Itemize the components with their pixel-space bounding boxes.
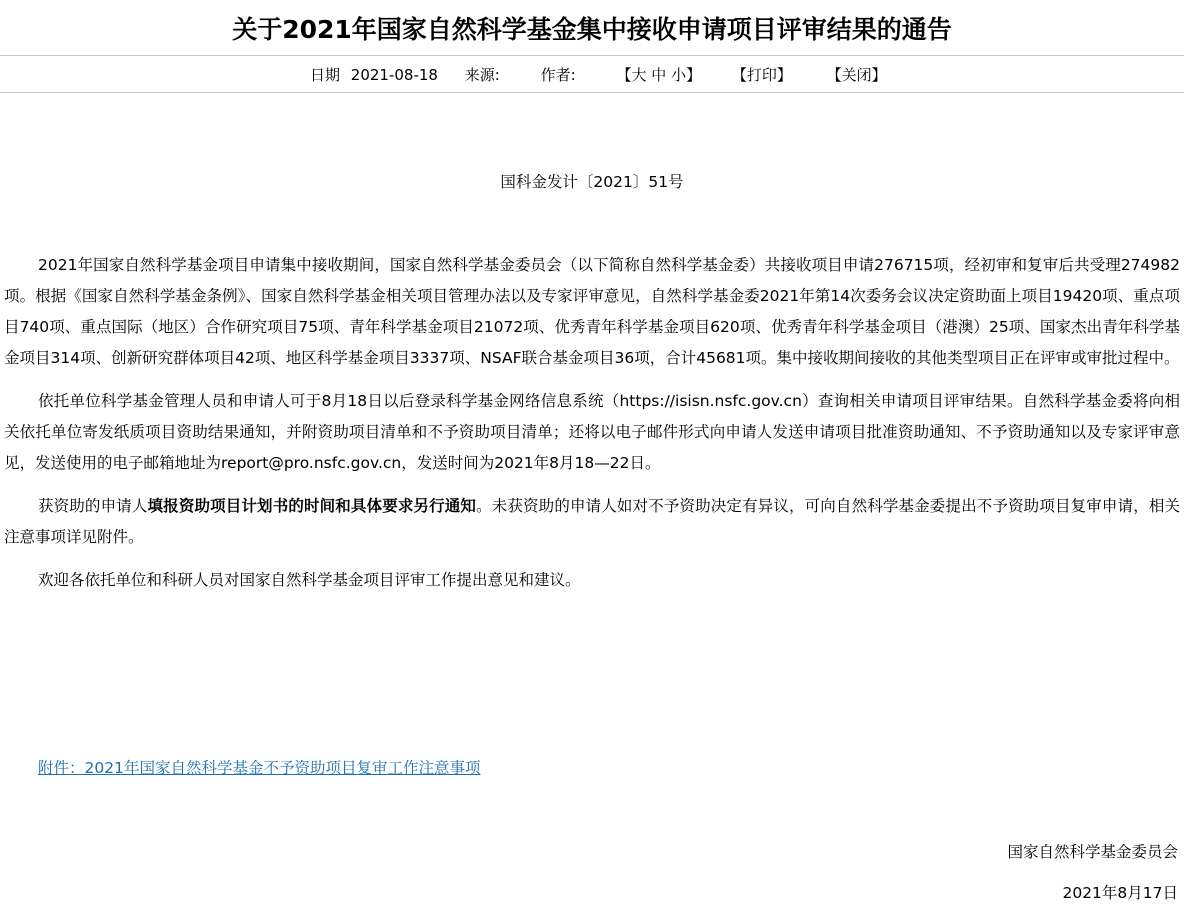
font-size-bracket-open: 【 <box>616 66 632 84</box>
date-label: 日期 <box>310 66 341 84</box>
signer: 国家自然科学基金委员会 <box>1007 843 1178 861</box>
article-meta-bar <box>0 55 1184 93</box>
paragraph-4: 欢迎各依托单位和科研人员对国家自然科学基金项目评审工作提出意见和建议。 <box>38 571 581 589</box>
paragraph-2: 依托单位科学基金管理人员和申请人可于8月18日以后登录科学基金网络信息系统（https://isisn.nsfc.gov.cn）查询相关申请项目评审结果。自然科学基金委将向相关依托单位寄发纸质项目资助结果通知，并附资助项目清单和不予资助项目清单；还将以电子邮件形式向申请人发送申请项目批准资助通知、不予资助通知以及专家评审意见，发送使用的电子邮箱地址为report@pro.nsfc.gov.cn，发送时间为2021年8月18—22日。 <box>4 392 1180 472</box>
print-button[interactable]: 【打印】 <box>731 66 792 84</box>
sign-date: 2021年8月17日 <box>1062 884 1178 902</box>
attachment-link[interactable]: 附件：2021年国家自然科学基金不予资助项目复审工作注意事项 <box>38 759 481 777</box>
article-body <box>4 250 1180 608</box>
source-label: 来源: <box>464 66 500 84</box>
close-button[interactable]: 【关闭】 <box>826 66 887 84</box>
date-value: 2021-08-18 <box>350 66 438 84</box>
font-medium-button[interactable]: 中 <box>651 66 667 84</box>
paragraph-3-bold: 填报资助项目计划书的时间和具体要求另行通知 <box>147 497 477 515</box>
author-label: 作者: <box>540 66 576 84</box>
font-size-bracket-close: 】 <box>686 66 702 84</box>
page-title: 关于2021年国家自然科学基金集中接收申请项目评审结果的通告 <box>232 15 952 44</box>
paragraph-3 <box>4 491 1180 553</box>
paragraph-1: 2021年国家自然科学基金项目申请集中接收期间，国家自然科学基金委员会（以下简称自然科学基金委）共接收项目申请276715项，经初审和复审后共受理274982项。根据《国家自然科学基金条例》、国家自然科学基金相关项目管理办法以及专家评审意见，自然科学基金委2021年第14次委务会议决定资助面上项目19420项、重点项目740项、重点国际（地区）合作研究项目75项、青年科学基金项目21072项、优秀青年科学基金项目620项、优秀青年科学基金项目（港澳）25项、国家杰出青年科学基金项目314项、创新研究群体项目42项、地区科学基金项目3337项、NSAF联合基金项目36项，合计45681项。集中接收期间接收的其他类型项目正在评审或审批过程中。 <box>4 256 1180 367</box>
document-number: 国科金发计〔2021〕51号 <box>500 173 684 191</box>
font-size-control <box>616 56 701 94</box>
paragraph-3-suffix: 。未获资助的申请人如对不予资助决定有异议，可向自然科学基金委提出不予资助项目复审申请，相关注意事项详见附件。 <box>4 497 1180 546</box>
paragraph-3-prefix: 获资助的申请人 <box>38 497 148 515</box>
font-large-button[interactable]: 大 <box>631 66 647 84</box>
font-small-button[interactable]: 小 <box>671 66 687 84</box>
